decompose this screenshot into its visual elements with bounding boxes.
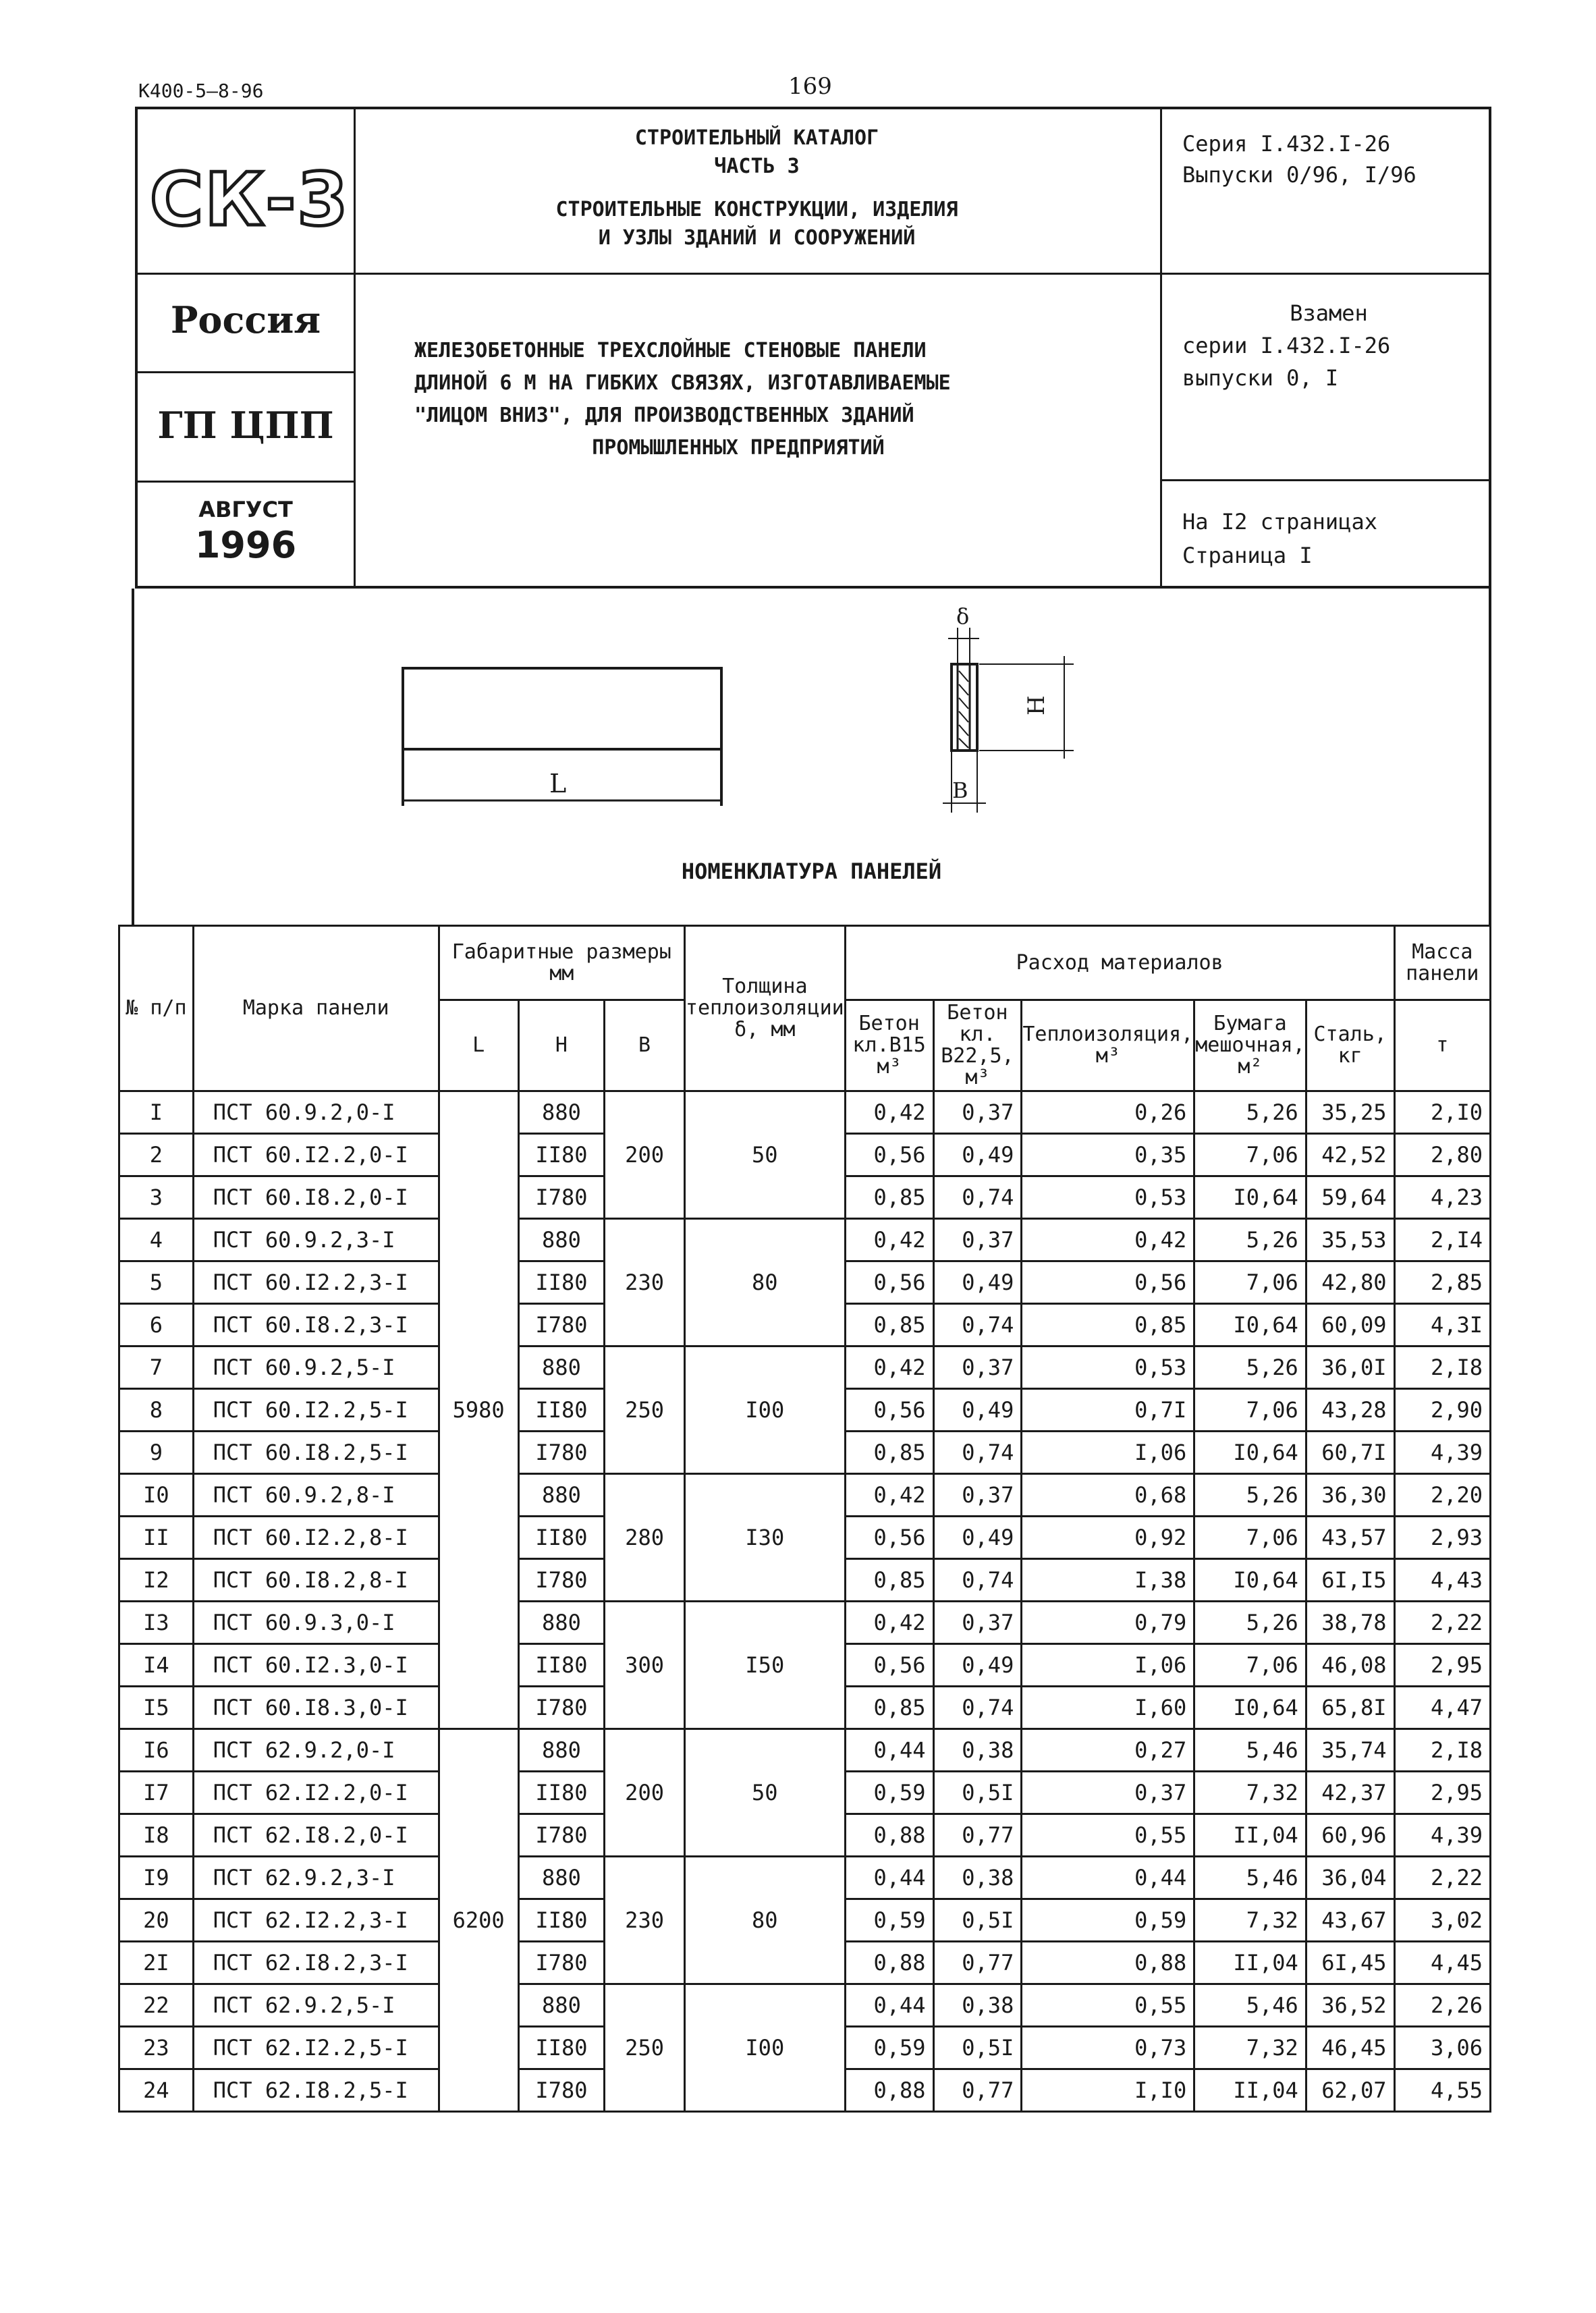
title-line: ДЛИНОЙ 6 М НА ГИБКИХ СВЯЗЯХ, ИЗГОТАВЛИВАЕМЫЕ <box>414 371 951 395</box>
cell-concrete-b15: 0,85 <box>845 1687 933 1729</box>
cell-concrete-b15: 0,42 <box>845 1091 933 1134</box>
cell-concrete-b225: 0,74 <box>933 1687 1022 1729</box>
cell-mass: 2,I8 <box>1394 1346 1490 1389</box>
cell-concrete-b225: 0,74 <box>933 1176 1022 1219</box>
issue-month: АВГУСТ <box>198 497 293 522</box>
cell-mass: 4,43 <box>1394 1559 1490 1602</box>
cell-B: 250 <box>605 1346 685 1474</box>
series-info <box>1182 128 1416 190</box>
cell-paper: 7,32 <box>1194 1772 1306 1814</box>
cell-L: 5980 <box>439 1091 518 1729</box>
cell-mass: 2,90 <box>1394 1389 1490 1432</box>
header-mass: Масса панели <box>1394 926 1490 1000</box>
cell-concrete-b15: 0,42 <box>845 1219 933 1261</box>
divider <box>138 273 1489 275</box>
cell-steel: 6I,45 <box>1306 1942 1394 1984</box>
cell-steel: 60,7I <box>1306 1432 1394 1474</box>
cell-num: I6 <box>119 1729 194 1772</box>
label-H: H <box>1023 695 1050 715</box>
cell-insulation: 0,73 <box>1022 2027 1194 2069</box>
cell-concrete-b15: 0,56 <box>845 1134 933 1176</box>
label-L: L <box>549 769 567 798</box>
cell-num: I9 <box>119 1857 194 1899</box>
cell-paper: 7,06 <box>1194 1517 1306 1559</box>
series-line: Серия I.432.I-26 <box>1182 131 1391 157</box>
cell-num: 22 <box>119 1984 194 2027</box>
replaces-line: серии I.432.I-26 <box>1182 333 1391 358</box>
cell-H: II80 <box>518 2027 605 2069</box>
cell-mass: 4,3I <box>1394 1304 1490 1346</box>
cell-H: 880 <box>518 1474 605 1517</box>
title-line: ЖЕЛЕЗОБЕТОННЫЕ ТРЕХСЛОЙНЫЕ СТЕНОВЫЕ ПАНЕЛИ <box>414 339 927 362</box>
replaces-info <box>1170 297 1487 394</box>
cell-concrete-b225: 0,77 <box>933 1942 1022 1984</box>
cell-insulation: 0,42 <box>1022 1219 1194 1261</box>
cell-mass: 2,I0 <box>1394 1091 1490 1134</box>
cell-mass: 2,85 <box>1394 1261 1490 1304</box>
header-paper: Бумага мешочная, м² <box>1194 1000 1306 1091</box>
cell-mass: 2,95 <box>1394 1772 1490 1814</box>
pages-line: На I2 страницах <box>1182 509 1377 535</box>
cell-concrete-b225: 0,38 <box>933 1984 1022 2027</box>
cell-mass: 4,47 <box>1394 1687 1490 1729</box>
cell-mark: ПСТ 60.I2.3,0-I <box>193 1644 439 1687</box>
cell-insulation: I,06 <box>1022 1432 1194 1474</box>
cell-concrete-b15: 0,85 <box>845 1304 933 1346</box>
page-number: 169 <box>788 73 832 100</box>
cell-concrete-b225: 0,38 <box>933 1729 1022 1772</box>
cell-insulation: I,38 <box>1022 1559 1194 1602</box>
cell-concrete-b225: 0,49 <box>933 1134 1022 1176</box>
cell-insulation: 0,55 <box>1022 1814 1194 1857</box>
cell-steel: 43,57 <box>1306 1517 1394 1559</box>
catalog-logo: СК-3 <box>150 158 350 242</box>
cell-mass: 4,23 <box>1394 1176 1490 1219</box>
cell-mass: 2,22 <box>1394 1857 1490 1899</box>
cell-concrete-b15: 0,85 <box>845 1176 933 1219</box>
cell-mark: ПСТ 62.9.2,5-I <box>193 1984 439 2027</box>
cell-mass: 2,I4 <box>1394 1219 1490 1261</box>
cell-num: 8 <box>119 1389 194 1432</box>
organization: ГП ЦПП <box>157 404 334 447</box>
cell-mark: ПСТ 60.I2.2,5-I <box>193 1389 439 1432</box>
cell-concrete-b15: 0,59 <box>845 1899 933 1942</box>
divider <box>1160 479 1491 481</box>
cell-paper: 7,06 <box>1194 1261 1306 1304</box>
cell-concrete-b15: 0,56 <box>845 1517 933 1559</box>
cell-steel: 42,52 <box>1306 1134 1394 1176</box>
cell-mass: 2,93 <box>1394 1517 1490 1559</box>
cell-concrete-b15: 0,88 <box>845 1942 933 1984</box>
cell-concrete-b225: 0,5I <box>933 2027 1022 2069</box>
cell-concrete-b15: 0,44 <box>845 1857 933 1899</box>
panel-nomenclature-table <box>118 925 1491 2113</box>
cell-num: 2 <box>119 1134 194 1176</box>
cell-mass: 2,I8 <box>1394 1729 1490 1772</box>
cell-B: 200 <box>605 1091 685 1219</box>
cell-H: II80 <box>518 1134 605 1176</box>
cell-concrete-b15: 0,44 <box>845 1729 933 1772</box>
cell-paper: 5,26 <box>1194 1474 1306 1517</box>
cell-steel: 36,0I <box>1306 1346 1394 1389</box>
header-B: B <box>605 1000 685 1091</box>
table-row <box>119 1602 1491 1644</box>
cell-delta: 80 <box>684 1857 845 1984</box>
cell-steel: 35,74 <box>1306 1729 1394 1772</box>
cell-steel: 42,80 <box>1306 1261 1394 1304</box>
table-row <box>119 1984 1491 2027</box>
cell-paper: 7,32 <box>1194 2027 1306 2069</box>
cell-num: I7 <box>119 1772 194 1814</box>
cell-paper: 7,32 <box>1194 1899 1306 1942</box>
cell-H: II80 <box>518 1389 605 1432</box>
cell-concrete-b225: 0,49 <box>933 1261 1022 1304</box>
cell-mass: 2,20 <box>1394 1474 1490 1517</box>
cell-steel: 62,07 <box>1306 2069 1394 2112</box>
cell-mark: ПСТ 60.9.2,0-I <box>193 1091 439 1134</box>
cell-concrete-b15: 0,42 <box>845 1474 933 1517</box>
issue-year: 1996 <box>194 524 297 566</box>
cell-delta: 80 <box>684 1219 845 1346</box>
cell-steel: 46,08 <box>1306 1644 1394 1687</box>
cell-H: I780 <box>518 1432 605 1474</box>
cell-mark: ПСТ 60.I8.2,0-I <box>193 1176 439 1219</box>
cell-paper: 5,26 <box>1194 1346 1306 1389</box>
cell-mark: ПСТ 62.I2.2,0-I <box>193 1772 439 1814</box>
header-insulation: Теплоизоляция, м³ <box>1022 1000 1194 1091</box>
cell-H: 880 <box>518 1857 605 1899</box>
replaces-line: Взамен <box>1290 300 1368 326</box>
cell-delta: 50 <box>684 1729 845 1857</box>
panel-drawing-section <box>132 589 1491 926</box>
cell-concrete-b15: 0,59 <box>845 1772 933 1814</box>
cell-num: I2 <box>119 1559 194 1602</box>
cell-concrete-b225: 0,49 <box>933 1644 1022 1687</box>
cell-num: I <box>119 1091 194 1134</box>
cell-steel: 35,25 <box>1306 1091 1394 1134</box>
cell-delta: I00 <box>684 1346 845 1474</box>
title-line: ПРОМЫШЛЕННЫХ ПРЕДПРИЯТИЙ <box>592 436 885 460</box>
cell-concrete-b15: 0,85 <box>845 1432 933 1474</box>
cell-concrete-b225: 0,49 <box>933 1389 1022 1432</box>
cell-H: II80 <box>518 1772 605 1814</box>
cell-concrete-b225: 0,77 <box>933 2069 1022 2112</box>
cell-paper: 5,46 <box>1194 1857 1306 1899</box>
header-materials: Расход материалов <box>845 926 1394 1000</box>
cell-concrete-b225: 0,37 <box>933 1602 1022 1644</box>
cell-mark: ПСТ 62.I2.2,3-I <box>193 1899 439 1942</box>
cell-concrete-b225: 0,74 <box>933 1304 1022 1346</box>
cell-paper: 5,26 <box>1194 1602 1306 1644</box>
cell-steel: 38,78 <box>1306 1602 1394 1644</box>
cell-paper: I0,64 <box>1194 1176 1306 1219</box>
cell-H: 880 <box>518 1984 605 2027</box>
cell-H: I780 <box>518 1304 605 1346</box>
cell-steel: 43,67 <box>1306 1899 1394 1942</box>
cell-mark: ПСТ 60.I2.2,0-I <box>193 1134 439 1176</box>
cell-steel: 60,96 <box>1306 1814 1394 1857</box>
cell-paper: 7,06 <box>1194 1644 1306 1687</box>
cell-mark: ПСТ 62.I8.2,3-I <box>193 1942 439 1984</box>
cell-concrete-b225: 0,5I <box>933 1772 1022 1814</box>
cell-insulation: 0,92 <box>1022 1517 1194 1559</box>
cell-H: I780 <box>518 1942 605 1984</box>
cell-H: 880 <box>518 1346 605 1389</box>
table-row <box>119 1346 1491 1389</box>
series-line: Выпуски 0/96, I/96 <box>1182 162 1416 188</box>
cell-insulation: 0,55 <box>1022 1984 1194 2027</box>
cell-mark: ПСТ 62.I8.2,5-I <box>193 2069 439 2112</box>
cell-steel: 36,04 <box>1306 1857 1394 1899</box>
cell-mass: 2,26 <box>1394 1984 1490 2027</box>
cell-concrete-b225: 0,37 <box>933 1091 1022 1134</box>
cell-mark: ПСТ 60.9.3,0-I <box>193 1602 439 1644</box>
cell-H: I780 <box>518 1176 605 1219</box>
cell-insulation: 0,26 <box>1022 1091 1194 1134</box>
cell-num: 5 <box>119 1261 194 1304</box>
cell-delta: 50 <box>684 1091 845 1219</box>
catalog-line: ЧАСТЬ 3 <box>714 155 800 178</box>
section-title: НОМЕНКЛАТУРА ПАНЕЛЕЙ <box>681 859 942 884</box>
header-H: H <box>518 1000 605 1091</box>
cell-num: 4 <box>119 1219 194 1261</box>
cell-mark: ПСТ 62.I2.2,5-I <box>193 2027 439 2069</box>
cell-H: II80 <box>518 1517 605 1559</box>
cell-concrete-b225: 0,74 <box>933 1432 1022 1474</box>
cell-concrete-b15: 0,56 <box>845 1644 933 1687</box>
cell-B: 280 <box>605 1474 685 1602</box>
label-delta: δ <box>956 603 970 629</box>
cell-steel: 6I,I5 <box>1306 1559 1394 1602</box>
cell-insulation: 0,59 <box>1022 1899 1194 1942</box>
cell-mark: ПСТ 60.9.2,8-I <box>193 1474 439 1517</box>
table-row <box>119 1219 1491 1261</box>
table-row <box>119 1091 1491 1134</box>
cell-num: 7 <box>119 1346 194 1389</box>
cell-mark: ПСТ 62.9.2,3-I <box>193 1857 439 1899</box>
header-insulation-thickness: Толщина теплоизоляции δ, мм <box>684 926 845 1091</box>
cell-num: I8 <box>119 1814 194 1857</box>
cell-concrete-b15: 0,56 <box>845 1389 933 1432</box>
table-body <box>119 1091 1491 2112</box>
cell-num: 3 <box>119 1176 194 1219</box>
cell-mark: ПСТ 60.I8.3,0-I <box>193 1687 439 1729</box>
header-L: L <box>439 1000 518 1091</box>
cell-steel: 36,52 <box>1306 1984 1394 2027</box>
cell-concrete-b225: 0,74 <box>933 1559 1022 1602</box>
cell-num: 23 <box>119 2027 194 2069</box>
cell-H: 880 <box>518 1602 605 1644</box>
cell-insulation: 0,68 <box>1022 1474 1194 1517</box>
cell-concrete-b225: 0,37 <box>933 1346 1022 1389</box>
cell-mark: ПСТ 60.I8.2,5-I <box>193 1432 439 1474</box>
cell-insulation: I,06 <box>1022 1644 1194 1687</box>
cell-num: II <box>119 1517 194 1559</box>
page-count-info <box>1182 505 1377 572</box>
divider <box>138 371 354 373</box>
table-row <box>119 1729 1491 1772</box>
cell-mass: 3,02 <box>1394 1899 1490 1942</box>
cell-H: 880 <box>518 1219 605 1261</box>
cell-concrete-b15: 0,85 <box>845 1559 933 1602</box>
cell-mass: 4,55 <box>1394 2069 1490 2112</box>
cell-delta: I50 <box>684 1602 845 1729</box>
cell-num: 6 <box>119 1304 194 1346</box>
cell-paper: 5,46 <box>1194 1984 1306 2027</box>
cell-mass: 4,39 <box>1394 1432 1490 1474</box>
cell-mark: ПСТ 60.I8.2,8-I <box>193 1559 439 1602</box>
cell-steel: 42,37 <box>1306 1772 1394 1814</box>
cell-num: I4 <box>119 1644 194 1687</box>
table-row <box>119 1857 1491 1899</box>
header-dims: Габаритные размеры мм <box>439 926 684 1000</box>
cell-concrete-b225: 0,77 <box>933 1814 1022 1857</box>
cell-insulation: 0,37 <box>1022 1772 1194 1814</box>
cell-insulation: 0,7I <box>1022 1389 1194 1432</box>
cell-paper: I0,64 <box>1194 1687 1306 1729</box>
catalog-line: СТРОИТЕЛЬНЫЕ КОНСТРУКЦИИ, ИЗДЕЛИЯ <box>555 198 958 221</box>
cell-num: I5 <box>119 1687 194 1729</box>
cell-H: II80 <box>518 1261 605 1304</box>
header-mass-unit: т <box>1394 1000 1490 1091</box>
cell-concrete-b225: 0,5I <box>933 1899 1022 1942</box>
catalog-line: СТРОИТЕЛЬНЫЙ КАТАЛОГ <box>634 126 879 150</box>
title-block <box>135 107 1491 589</box>
cell-H: 880 <box>518 1729 605 1772</box>
cell-paper: I0,64 <box>1194 1559 1306 1602</box>
header-concrete-b225: Бетон кл. B22,5, м³ <box>933 1000 1022 1091</box>
cell-paper: 5,26 <box>1194 1219 1306 1261</box>
cell-concrete-b225: 0,49 <box>933 1517 1022 1559</box>
cell-concrete-b15: 0,44 <box>845 1984 933 2027</box>
cell-H: I780 <box>518 1687 605 1729</box>
header-steel: Сталь, кг <box>1306 1000 1394 1091</box>
catalog-line: И УЗЛЫ ЗДАНИЙ И СООРУЖЕНИЙ <box>598 226 916 250</box>
cell-mass: 2,22 <box>1394 1602 1490 1644</box>
cell-B: 250 <box>605 1984 685 2112</box>
cell-steel: 35,53 <box>1306 1219 1394 1261</box>
cell-B: 230 <box>605 1219 685 1346</box>
cell-paper: I0,64 <box>1194 1432 1306 1474</box>
cell-insulation: 0,85 <box>1022 1304 1194 1346</box>
cell-insulation: 0,53 <box>1022 1176 1194 1219</box>
cell-concrete-b15: 0,88 <box>845 1814 933 1857</box>
table-row <box>119 1474 1491 1517</box>
header-num: № п/п <box>119 926 194 1091</box>
document-title <box>414 335 1103 464</box>
cell-paper: II,04 <box>1194 1942 1306 1984</box>
cell-insulation: 0,53 <box>1022 1346 1194 1389</box>
cell-L: 6200 <box>439 1729 518 2112</box>
cell-insulation: 0,27 <box>1022 1729 1194 1772</box>
cell-num: I3 <box>119 1602 194 1644</box>
cell-steel: 36,30 <box>1306 1474 1394 1517</box>
cell-mark: ПСТ 60.I2.2,8-I <box>193 1517 439 1559</box>
divider <box>138 481 354 483</box>
cell-concrete-b225: 0,38 <box>933 1857 1022 1899</box>
cell-concrete-b225: 0,37 <box>933 1474 1022 1517</box>
title-line: "ЛИЦОМ ВНИЗ", ДЛЯ ПРОИЗВОДСТВЕННЫХ ЗДАНИЙ <box>414 404 914 427</box>
cell-mark: ПСТ 60.9.2,3-I <box>193 1219 439 1261</box>
pages-line: Страница I <box>1182 543 1313 568</box>
header-mark: Марка панели <box>193 926 439 1091</box>
country: Россия <box>170 298 321 342</box>
cell-delta: I30 <box>684 1474 845 1602</box>
cell-paper: 5,46 <box>1194 1729 1306 1772</box>
cell-mass: 2,80 <box>1394 1134 1490 1176</box>
cell-H: I780 <box>518 2069 605 2112</box>
cell-delta: I00 <box>684 1984 845 2112</box>
cell-steel: 65,8I <box>1306 1687 1394 1729</box>
cell-H: II80 <box>518 1644 605 1687</box>
cell-steel: 46,45 <box>1306 2027 1394 2069</box>
cell-num: 9 <box>119 1432 194 1474</box>
cell-B: 200 <box>605 1729 685 1857</box>
cell-paper: 7,06 <box>1194 1134 1306 1176</box>
cell-mass: 3,06 <box>1394 2027 1490 2069</box>
cell-concrete-b15: 0,42 <box>845 1346 933 1389</box>
cell-concrete-b15: 0,88 <box>845 2069 933 2112</box>
cell-mass: 4,45 <box>1394 1942 1490 1984</box>
panel-front-view <box>403 668 721 749</box>
cell-mark: ПСТ 62.9.2,0-I <box>193 1729 439 1772</box>
cell-mark: ПСТ 60.I2.2,3-I <box>193 1261 439 1304</box>
cell-num: 20 <box>119 1899 194 1942</box>
cell-steel: 60,09 <box>1306 1304 1394 1346</box>
cell-paper: II,04 <box>1194 2069 1306 2112</box>
cell-H: 880 <box>518 1091 605 1134</box>
cell-steel: 59,64 <box>1306 1176 1394 1219</box>
cell-mark: ПСТ 60.9.2,5-I <box>193 1346 439 1389</box>
cell-concrete-b15: 0,42 <box>845 1602 933 1644</box>
cell-insulation: 0,44 <box>1022 1857 1194 1899</box>
replaces-line: выпуски 0, I <box>1182 365 1339 391</box>
cell-num: I0 <box>119 1474 194 1517</box>
cell-steel: 43,28 <box>1306 1389 1394 1432</box>
cell-concrete-b225: 0,37 <box>933 1219 1022 1261</box>
cell-H: I780 <box>518 1814 605 1857</box>
cell-mass: 4,39 <box>1394 1814 1490 1857</box>
cell-B: 230 <box>605 1857 685 1984</box>
cell-insulation: 0,35 <box>1022 1134 1194 1176</box>
cell-H: I780 <box>518 1559 605 1602</box>
cell-insulation: 0,88 <box>1022 1942 1194 1984</box>
label-B: B <box>952 778 968 803</box>
cell-mark: ПСТ 62.I8.2,0-I <box>193 1814 439 1857</box>
cell-insulation: 0,79 <box>1022 1602 1194 1644</box>
cell-paper: I0,64 <box>1194 1304 1306 1346</box>
cell-paper: II,04 <box>1194 1814 1306 1857</box>
cell-B: 300 <box>605 1602 685 1729</box>
cell-H: II80 <box>518 1899 605 1942</box>
cell-mark: ПСТ 60.I8.2,3-I <box>193 1304 439 1346</box>
cell-mass: 2,95 <box>1394 1644 1490 1687</box>
document-code: К400-5—8-96 <box>138 80 264 102</box>
catalog-heading <box>354 124 1160 252</box>
cell-concrete-b15: 0,56 <box>845 1261 933 1304</box>
cell-concrete-b15: 0,59 <box>845 2027 933 2069</box>
cell-insulation: I,I0 <box>1022 2069 1194 2112</box>
cell-paper: 7,06 <box>1194 1389 1306 1432</box>
divider <box>1160 109 1162 586</box>
cell-paper: 5,26 <box>1194 1091 1306 1134</box>
cell-num: 2I <box>119 1942 194 1984</box>
cell-num: 24 <box>119 2069 194 2112</box>
header-concrete-b15: Бетон кл.B15 м³ <box>845 1000 933 1091</box>
cell-insulation: I,60 <box>1022 1687 1194 1729</box>
cell-insulation: 0,56 <box>1022 1261 1194 1304</box>
